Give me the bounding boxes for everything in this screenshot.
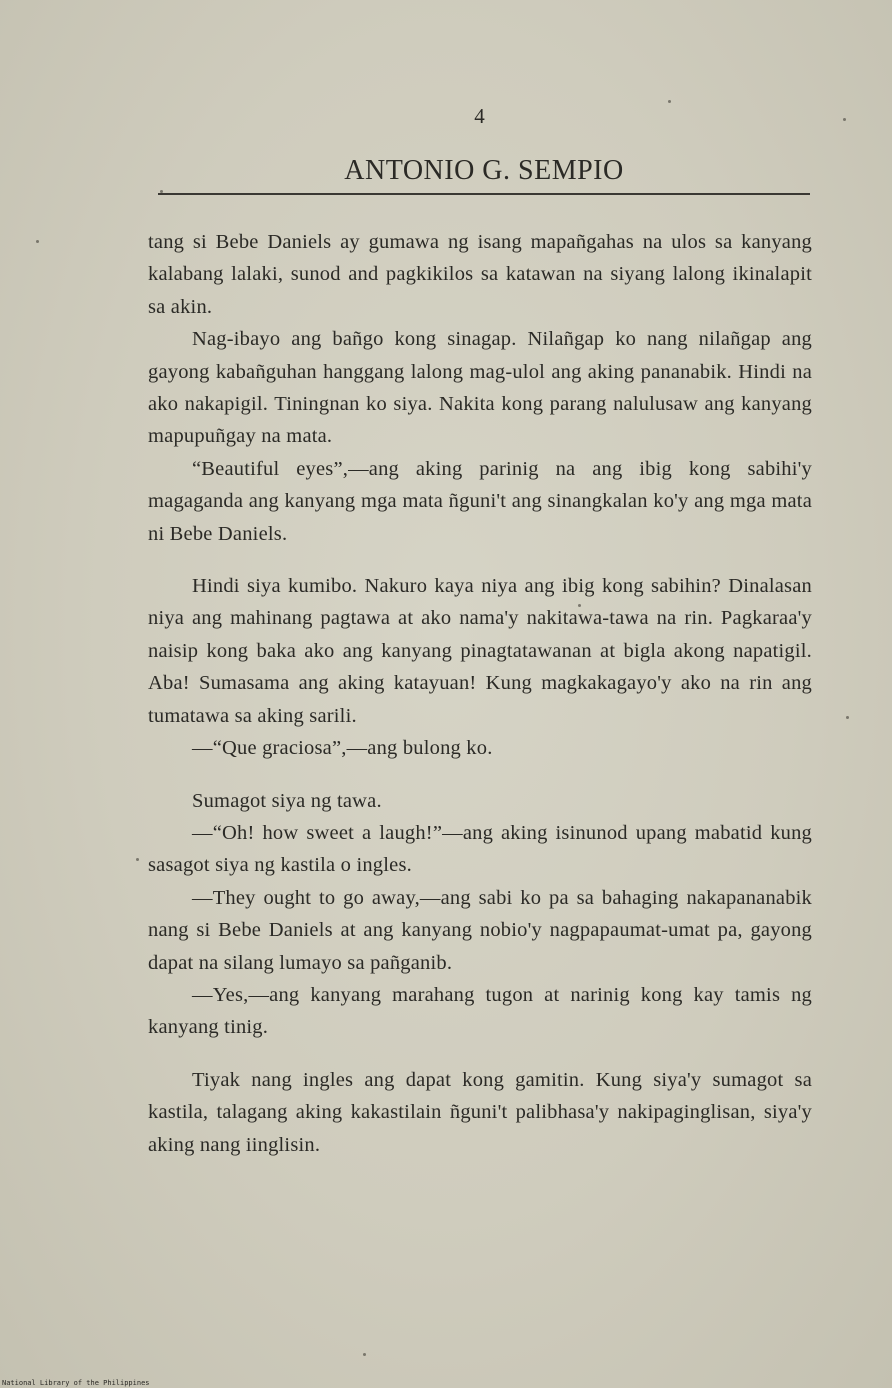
paragraph-2: Nag-ibayo ang bañgo kong sinagap. Nilañgap ko nang nilañgap ang gayong kabañguhan hanggang lalong mag-ulol ang aking pananabik. Hindi na ako nakapigil. Tiningnan ko siya. Nakita kong parang nalulusaw ang kanyang mapupuñgay na mata. — [148, 328, 812, 448]
paper-speck — [846, 716, 849, 719]
header-rule — [158, 193, 810, 195]
paper-speck — [36, 240, 39, 243]
paragraph-8: —They ought to go away,—ang sabi ko pa sa bahaging nakapananabik nang si Bebe Daniels at ang kanyang nobio'y nagpapaumat-umat pa, gayong dapat na silang lumayo sa pañganib. — [148, 886, 812, 974]
paper-speck — [160, 190, 163, 193]
paragraph-1: tang si Bebe Daniels ay gumawa ng isang mapañgahas na ulos sa kanyang kalabang lalaki, sunod and pagkikilos sa katawan na siyang lalong ikinalapit sa akin. — [148, 231, 812, 318]
paragraph-7: —“Oh! how sweet a laugh!”—ang aking isinunod upang mabatid kung sasagot siya ng kastila o ingles. — [148, 821, 812, 877]
library-credit: National Library of the Philippines — [2, 1379, 150, 1387]
paragraph-5: —“Que graciosa”,—ang bulong ko. — [192, 737, 493, 760]
paragraph-9: —Yes,—ang kanyang marahang tugon at narinig kong kay tamis ng kanyang tinig. — [148, 983, 812, 1039]
paper-speck — [668, 100, 671, 103]
paragraph-6: Sumagot siya ng tawa. — [192, 789, 382, 812]
page-number: 4 — [474, 104, 486, 128]
paragraph-10: Tiyak nang ingles ang dapat kong gamitin. Kung siya'y sumagot sa kastila, talagang aking kakastilain ñguni't palibhasa'y nakipaginglisan, siya'y aking nang iinglisin. — [148, 1068, 812, 1156]
paper-speck — [363, 1353, 366, 1356]
paragraph-3: “Beautiful eyes”,—ang aking parinig na ang ibig kong sabihi'y magaganda ang kanyang mga mata ñguni't ang sinangkalan ko'y ang mga mata ni Bebe Daniels. — [148, 457, 812, 545]
running-head-author: ANTONIO G. SEMPIO — [344, 155, 624, 186]
paper-speck — [578, 604, 581, 607]
paper-speck — [843, 118, 846, 121]
paper-speck — [136, 858, 139, 861]
paragraph-4: Hindi siya kumibo. Nakuro kaya niya ang ibig kong sabihin? Dinalasan niya ang mahinang pagtawa at ako nama'y nakitawa-tawa na rin. Pagkaraa'y naisip kong baka ako ang kanyang pinagtatawanan at bigla akong napatigil. Aba! Sumasama ang aking katayuan! Kung magkakagayo'y ako na rin ang tumatawa sa aking sarili. — [148, 575, 812, 727]
body-text — [148, 226, 812, 1161]
